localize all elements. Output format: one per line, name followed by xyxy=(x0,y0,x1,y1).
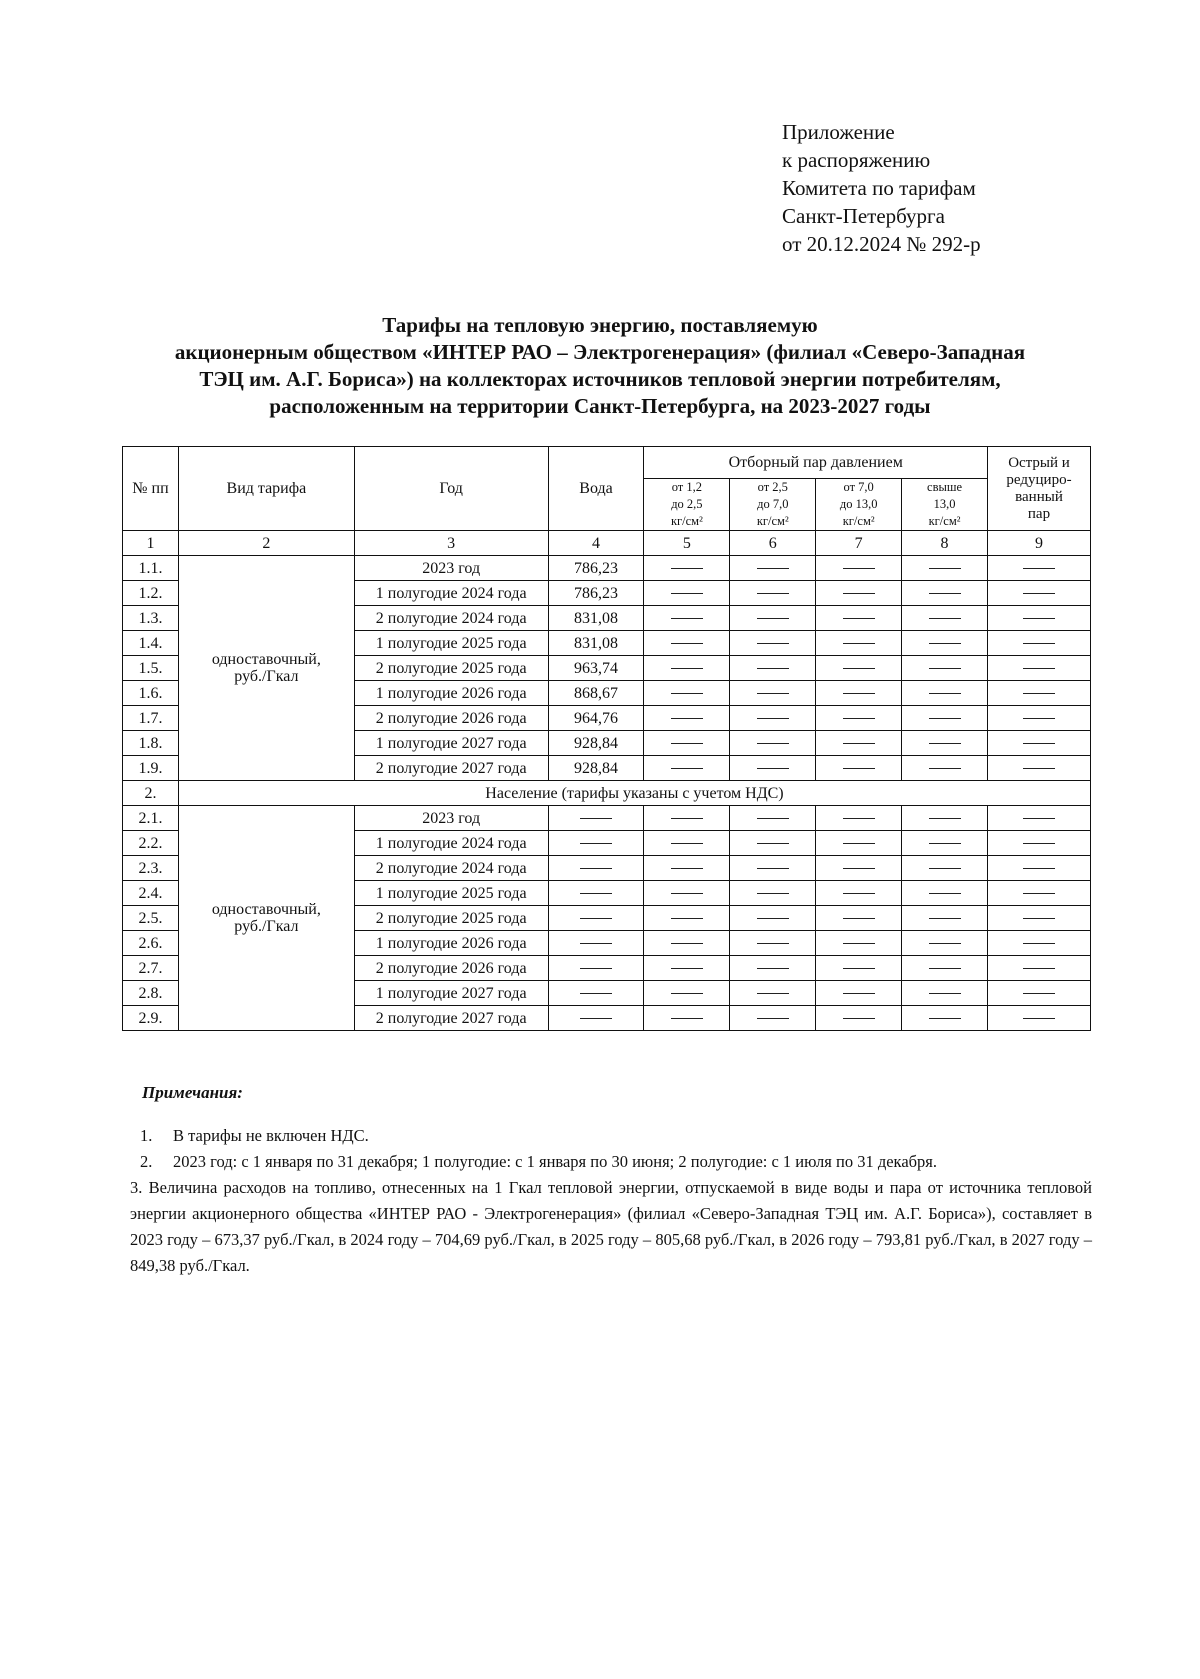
dash-mark xyxy=(843,693,875,694)
dash-mark xyxy=(929,593,961,594)
empty-value-cell xyxy=(816,731,902,756)
empty-value-cell xyxy=(816,906,902,931)
row-number: 1.1. xyxy=(123,556,179,581)
title-line: расположенным на территории Санкт-Петербурга, на 2023-2027 годы xyxy=(269,394,931,418)
dash-mark xyxy=(580,893,612,894)
empty-value-cell xyxy=(730,581,816,606)
empty-value-cell xyxy=(548,956,644,981)
dash-mark xyxy=(671,843,703,844)
table-row xyxy=(123,556,1091,581)
dash-mark xyxy=(580,943,612,944)
notes-list xyxy=(130,1123,1092,1279)
row-number: 2.9. xyxy=(123,1006,179,1031)
row-number: 2.7. xyxy=(123,956,179,981)
dash-mark xyxy=(843,1018,875,1019)
empty-value-cell xyxy=(730,731,816,756)
column-number-row xyxy=(123,531,1091,556)
header-water: Вода xyxy=(548,447,644,531)
row-number: 2.3. xyxy=(123,856,179,881)
period-cell: 2 полугодие 2025 года xyxy=(354,656,548,681)
empty-value-cell xyxy=(816,706,902,731)
dash-mark xyxy=(1023,568,1055,569)
appendix-line: от 20.12.2024 № 292-р xyxy=(782,232,981,256)
empty-value-cell xyxy=(730,831,816,856)
dash-mark xyxy=(929,968,961,969)
dash-mark xyxy=(1023,818,1055,819)
dash-mark xyxy=(1023,843,1055,844)
empty-value-cell xyxy=(644,831,730,856)
water-tariff-cell: 964,76 xyxy=(548,706,644,731)
dash-mark xyxy=(843,718,875,719)
empty-value-cell xyxy=(644,556,730,581)
empty-value-cell xyxy=(816,581,902,606)
empty-value-cell xyxy=(902,906,988,931)
empty-value-cell xyxy=(816,1006,902,1031)
row-number: 1.2. xyxy=(123,581,179,606)
dash-mark xyxy=(671,943,703,944)
empty-value-cell xyxy=(730,931,816,956)
empty-value-cell xyxy=(730,881,816,906)
header-steam-group: Отборный пар давлением xyxy=(644,447,988,479)
header-steam-1: от 1,2 до 2,5 кг/см² xyxy=(644,479,730,531)
empty-value-cell xyxy=(902,731,988,756)
dash-mark xyxy=(757,718,789,719)
empty-value-cell xyxy=(988,856,1091,881)
dash-mark xyxy=(671,768,703,769)
water-tariff-cell: 963,74 xyxy=(548,656,644,681)
empty-value-cell xyxy=(902,831,988,856)
empty-value-cell xyxy=(988,981,1091,1006)
dash-mark xyxy=(671,918,703,919)
dash-mark xyxy=(1023,693,1055,694)
empty-value-cell xyxy=(816,806,902,831)
empty-value-cell xyxy=(988,906,1091,931)
period-cell: 2 полугодие 2024 года xyxy=(354,856,548,881)
dash-mark xyxy=(843,968,875,969)
dash-mark xyxy=(757,818,789,819)
header-steam-3: от 7,0 до 13,0 кг/см² xyxy=(816,479,902,531)
period-cell: 1 полугодие 2027 года xyxy=(354,731,548,756)
empty-value-cell xyxy=(902,981,988,1006)
water-tariff-cell: 786,23 xyxy=(548,581,644,606)
dash-mark xyxy=(843,918,875,919)
dash-mark xyxy=(757,693,789,694)
appendix-line: к распоряжению xyxy=(782,148,931,172)
dash-mark xyxy=(843,668,875,669)
note-item: 3. Величина расходов на топливо, отнесенных на 1 Гкал тепловой энергии, отпускаемой в виде воды и пара от источника тепловой энергии акционерного общества «ИНТЕР РАО - Электрогенерация» (филиал «Северо-Западная ТЭЦ им. А.Г. Бориса»), составляет в 2023 году – 673,37 руб./Гкал, в 2024 году – 704,69 руб./Гкал, в 2025 году – 805,68 руб./Гкал, в 2026 году – 793,81 руб./Гкал, в 2027 году – 849,38 руб./Гкал. xyxy=(130,1178,1092,1275)
empty-value-cell xyxy=(988,681,1091,706)
header-year: Год xyxy=(354,447,548,531)
period-cell: 2023 год xyxy=(354,556,548,581)
tariffs-body xyxy=(123,556,1091,1031)
dash-mark xyxy=(929,568,961,569)
dash-mark xyxy=(929,718,961,719)
header-steam-2: от 2,5 до 7,0 кг/см² xyxy=(730,479,816,531)
dash-mark xyxy=(671,743,703,744)
empty-value-cell xyxy=(902,606,988,631)
empty-value-cell xyxy=(730,631,816,656)
empty-value-cell xyxy=(902,631,988,656)
row-number: 1.6. xyxy=(123,681,179,706)
empty-value-cell xyxy=(730,606,816,631)
column-number: 1 xyxy=(123,531,179,556)
empty-value-cell xyxy=(644,756,730,781)
dash-mark xyxy=(580,843,612,844)
dash-mark xyxy=(757,643,789,644)
dash-mark xyxy=(929,643,961,644)
column-number: 9 xyxy=(988,531,1091,556)
dash-mark xyxy=(929,743,961,744)
empty-value-cell xyxy=(816,631,902,656)
dash-mark xyxy=(929,818,961,819)
tariffs-table xyxy=(122,446,1091,1031)
dash-mark xyxy=(580,918,612,919)
empty-value-cell xyxy=(548,906,644,931)
empty-value-cell xyxy=(644,606,730,631)
dash-mark xyxy=(671,968,703,969)
empty-value-cell xyxy=(644,906,730,931)
note-item: 2. 2023 год: с 1 января по 31 декабря; 1 полугодие: с 1 января по 30 июня; 2 полугодие: с 1 июля по 31 декабря. xyxy=(140,1152,938,1171)
empty-value-cell xyxy=(902,556,988,581)
empty-value-cell xyxy=(816,756,902,781)
section-label: Население (тарифы указаны с учетом НДС) xyxy=(178,781,1090,806)
empty-value-cell xyxy=(548,831,644,856)
row-number: 1.5. xyxy=(123,656,179,681)
dash-mark xyxy=(929,868,961,869)
empty-value-cell xyxy=(816,606,902,631)
empty-value-cell xyxy=(816,856,902,881)
dash-mark xyxy=(1023,918,1055,919)
empty-value-cell xyxy=(988,731,1091,756)
empty-value-cell xyxy=(988,606,1091,631)
appendix-block xyxy=(782,118,981,258)
empty-value-cell xyxy=(988,1006,1091,1031)
title-line: ТЭЦ им. А.Г. Бориса») на коллекторах источников тепловой энергии потребителям, xyxy=(199,367,1001,391)
row-number: 1.4. xyxy=(123,631,179,656)
column-number: 4 xyxy=(548,531,644,556)
empty-value-cell xyxy=(988,956,1091,981)
dash-mark xyxy=(929,918,961,919)
empty-value-cell xyxy=(730,981,816,1006)
empty-value-cell xyxy=(548,856,644,881)
row-number: 2.5. xyxy=(123,906,179,931)
empty-value-cell xyxy=(902,881,988,906)
dash-mark xyxy=(843,768,875,769)
column-number: 7 xyxy=(816,531,902,556)
empty-value-cell xyxy=(988,931,1091,956)
dash-mark xyxy=(671,868,703,869)
dash-mark xyxy=(843,618,875,619)
period-cell: 2 полугодие 2026 года xyxy=(354,706,548,731)
period-cell: 2 полугодие 2026 года xyxy=(354,956,548,981)
header-sharp-steam: Острый и редуциро- ванный пар xyxy=(988,447,1091,531)
empty-value-cell xyxy=(816,881,902,906)
dash-mark xyxy=(580,868,612,869)
empty-value-cell xyxy=(902,756,988,781)
note-item: 1. В тарифы не включен НДС. xyxy=(140,1126,369,1145)
empty-value-cell xyxy=(902,1006,988,1031)
empty-value-cell xyxy=(816,956,902,981)
dash-mark xyxy=(843,993,875,994)
dash-mark xyxy=(929,693,961,694)
header-num: № пп xyxy=(123,447,179,531)
dash-mark xyxy=(671,818,703,819)
dash-mark xyxy=(1023,768,1055,769)
empty-value-cell xyxy=(816,981,902,1006)
water-tariff-cell: 868,67 xyxy=(548,681,644,706)
dash-mark xyxy=(671,668,703,669)
period-cell: 2 полугодие 2024 года xyxy=(354,606,548,631)
header-tariff-type: Вид тарифа xyxy=(178,447,354,531)
dash-mark xyxy=(929,943,961,944)
empty-value-cell xyxy=(988,881,1091,906)
period-cell: 2 полугодие 2027 года xyxy=(354,1006,548,1031)
empty-value-cell xyxy=(816,931,902,956)
column-number: 5 xyxy=(644,531,730,556)
empty-value-cell xyxy=(988,806,1091,831)
empty-value-cell xyxy=(548,881,644,906)
empty-value-cell xyxy=(902,656,988,681)
dash-mark xyxy=(757,918,789,919)
dash-mark xyxy=(843,743,875,744)
period-cell: 1 полугодие 2024 года xyxy=(354,831,548,856)
dash-mark xyxy=(843,868,875,869)
empty-value-cell xyxy=(644,681,730,706)
empty-value-cell xyxy=(730,856,816,881)
dash-mark xyxy=(757,843,789,844)
row-number: 1.8. xyxy=(123,731,179,756)
empty-value-cell xyxy=(902,581,988,606)
period-cell: 1 полугодие 2027 года xyxy=(354,981,548,1006)
empty-value-cell xyxy=(988,556,1091,581)
row-number: 1.3. xyxy=(123,606,179,631)
empty-value-cell xyxy=(644,931,730,956)
row-number: 1.7. xyxy=(123,706,179,731)
empty-value-cell xyxy=(730,1006,816,1031)
dash-mark xyxy=(580,818,612,819)
dash-mark xyxy=(1023,968,1055,969)
water-tariff-cell: 786,23 xyxy=(548,556,644,581)
tariff-type-cell: одноставочный, руб./Гкал xyxy=(178,556,354,781)
dash-mark xyxy=(929,993,961,994)
dash-mark xyxy=(671,893,703,894)
empty-value-cell xyxy=(988,756,1091,781)
dash-mark xyxy=(929,618,961,619)
dash-mark xyxy=(1023,993,1055,994)
empty-value-cell xyxy=(816,831,902,856)
period-cell: 2023 год xyxy=(354,806,548,831)
column-number: 2 xyxy=(178,531,354,556)
dash-mark xyxy=(1023,718,1055,719)
empty-value-cell xyxy=(988,631,1091,656)
empty-value-cell xyxy=(644,631,730,656)
empty-value-cell xyxy=(730,681,816,706)
empty-value-cell xyxy=(730,956,816,981)
dash-mark xyxy=(1023,618,1055,619)
row-number: 1.9. xyxy=(123,756,179,781)
column-number: 6 xyxy=(730,531,816,556)
dash-mark xyxy=(671,718,703,719)
section-number: 2. xyxy=(123,781,179,806)
empty-value-cell xyxy=(988,831,1091,856)
empty-value-cell xyxy=(816,656,902,681)
dash-mark xyxy=(843,818,875,819)
dash-mark xyxy=(1023,893,1055,894)
row-number: 2.4. xyxy=(123,881,179,906)
dash-mark xyxy=(580,1018,612,1019)
empty-value-cell xyxy=(730,806,816,831)
empty-value-cell xyxy=(988,581,1091,606)
water-tariff-cell: 928,84 xyxy=(548,756,644,781)
empty-value-cell xyxy=(548,931,644,956)
dash-mark xyxy=(1023,1018,1055,1019)
period-cell: 2 полугодие 2027 года xyxy=(354,756,548,781)
empty-value-cell xyxy=(730,706,816,731)
period-cell: 1 полугодие 2025 года xyxy=(354,631,548,656)
empty-value-cell xyxy=(644,731,730,756)
period-cell: 1 полугодие 2026 года xyxy=(354,931,548,956)
dash-mark xyxy=(671,1018,703,1019)
dash-mark xyxy=(757,743,789,744)
column-number: 3 xyxy=(354,531,548,556)
empty-value-cell xyxy=(730,756,816,781)
dash-mark xyxy=(671,618,703,619)
section-row xyxy=(123,781,1091,806)
row-number: 2.6. xyxy=(123,931,179,956)
dash-mark xyxy=(843,843,875,844)
dash-mark xyxy=(671,568,703,569)
water-tariff-cell: 928,84 xyxy=(548,731,644,756)
table-row xyxy=(123,806,1091,831)
empty-value-cell xyxy=(644,656,730,681)
empty-value-cell xyxy=(902,806,988,831)
empty-value-cell xyxy=(902,706,988,731)
empty-value-cell xyxy=(644,981,730,1006)
row-number: 2.8. xyxy=(123,981,179,1006)
dash-mark xyxy=(671,593,703,594)
row-number: 2.2. xyxy=(123,831,179,856)
column-number: 8 xyxy=(902,531,988,556)
empty-value-cell xyxy=(644,856,730,881)
dash-mark xyxy=(1023,643,1055,644)
dash-mark xyxy=(1023,593,1055,594)
empty-value-cell xyxy=(548,806,644,831)
dash-mark xyxy=(1023,743,1055,744)
appendix-line: Комитета по тарифам xyxy=(782,176,976,200)
dash-mark xyxy=(1023,943,1055,944)
empty-value-cell xyxy=(902,956,988,981)
dash-mark xyxy=(757,768,789,769)
dash-mark xyxy=(671,643,703,644)
dash-mark xyxy=(671,993,703,994)
water-tariff-cell: 831,08 xyxy=(548,631,644,656)
dash-mark xyxy=(580,968,612,969)
title-line: акционерным обществом «ИНТЕР РАО – Электрогенерация» (филиал «Северо-Западная xyxy=(174,340,1026,364)
dash-mark xyxy=(757,968,789,969)
empty-value-cell xyxy=(730,656,816,681)
tariff-type-cell: одноставочный, руб./Гкал xyxy=(178,806,354,1031)
empty-value-cell xyxy=(816,681,902,706)
empty-value-cell xyxy=(644,806,730,831)
water-tariff-cell: 831,08 xyxy=(548,606,644,631)
empty-value-cell xyxy=(644,1006,730,1031)
period-cell: 1 полугодие 2026 года xyxy=(354,681,548,706)
dash-mark xyxy=(757,668,789,669)
empty-value-cell xyxy=(988,656,1091,681)
dash-mark xyxy=(757,893,789,894)
appendix-line: Санкт-Петербурга xyxy=(782,204,945,228)
dash-mark xyxy=(929,668,961,669)
dash-mark xyxy=(843,568,875,569)
empty-value-cell xyxy=(902,931,988,956)
header-steam-4: свыше 13,0 кг/см² xyxy=(902,479,988,531)
appendix-line: Приложение xyxy=(782,120,895,144)
dash-mark xyxy=(757,943,789,944)
dash-mark xyxy=(671,693,703,694)
dash-mark xyxy=(757,993,789,994)
dash-mark xyxy=(843,943,875,944)
dash-mark xyxy=(929,893,961,894)
notes-heading: Примечания: xyxy=(142,1083,243,1102)
dash-mark xyxy=(757,593,789,594)
empty-value-cell xyxy=(548,1006,644,1031)
empty-value-cell xyxy=(548,981,644,1006)
empty-value-cell xyxy=(644,706,730,731)
empty-value-cell xyxy=(644,881,730,906)
dash-mark xyxy=(757,868,789,869)
dash-mark xyxy=(843,643,875,644)
title-line: Тарифы на тепловую энергию, поставляемую xyxy=(382,313,818,337)
empty-value-cell xyxy=(816,556,902,581)
dash-mark xyxy=(929,1018,961,1019)
empty-value-cell xyxy=(644,956,730,981)
row-number: 2.1. xyxy=(123,806,179,831)
dash-mark xyxy=(1023,668,1055,669)
dash-mark xyxy=(1023,868,1055,869)
dash-mark xyxy=(929,768,961,769)
dash-mark xyxy=(580,993,612,994)
dash-mark xyxy=(757,618,789,619)
period-cell: 1 полугодие 2025 года xyxy=(354,881,548,906)
period-cell: 2 полугодие 2025 года xyxy=(354,906,548,931)
period-cell: 1 полугодие 2024 года xyxy=(354,581,548,606)
empty-value-cell xyxy=(644,581,730,606)
document-title xyxy=(100,312,1100,420)
empty-value-cell xyxy=(902,856,988,881)
dash-mark xyxy=(843,893,875,894)
dash-mark xyxy=(757,1018,789,1019)
empty-value-cell xyxy=(902,681,988,706)
dash-mark xyxy=(843,593,875,594)
empty-value-cell xyxy=(730,556,816,581)
empty-value-cell xyxy=(730,906,816,931)
dash-mark xyxy=(757,568,789,569)
empty-value-cell xyxy=(988,706,1091,731)
dash-mark xyxy=(929,843,961,844)
